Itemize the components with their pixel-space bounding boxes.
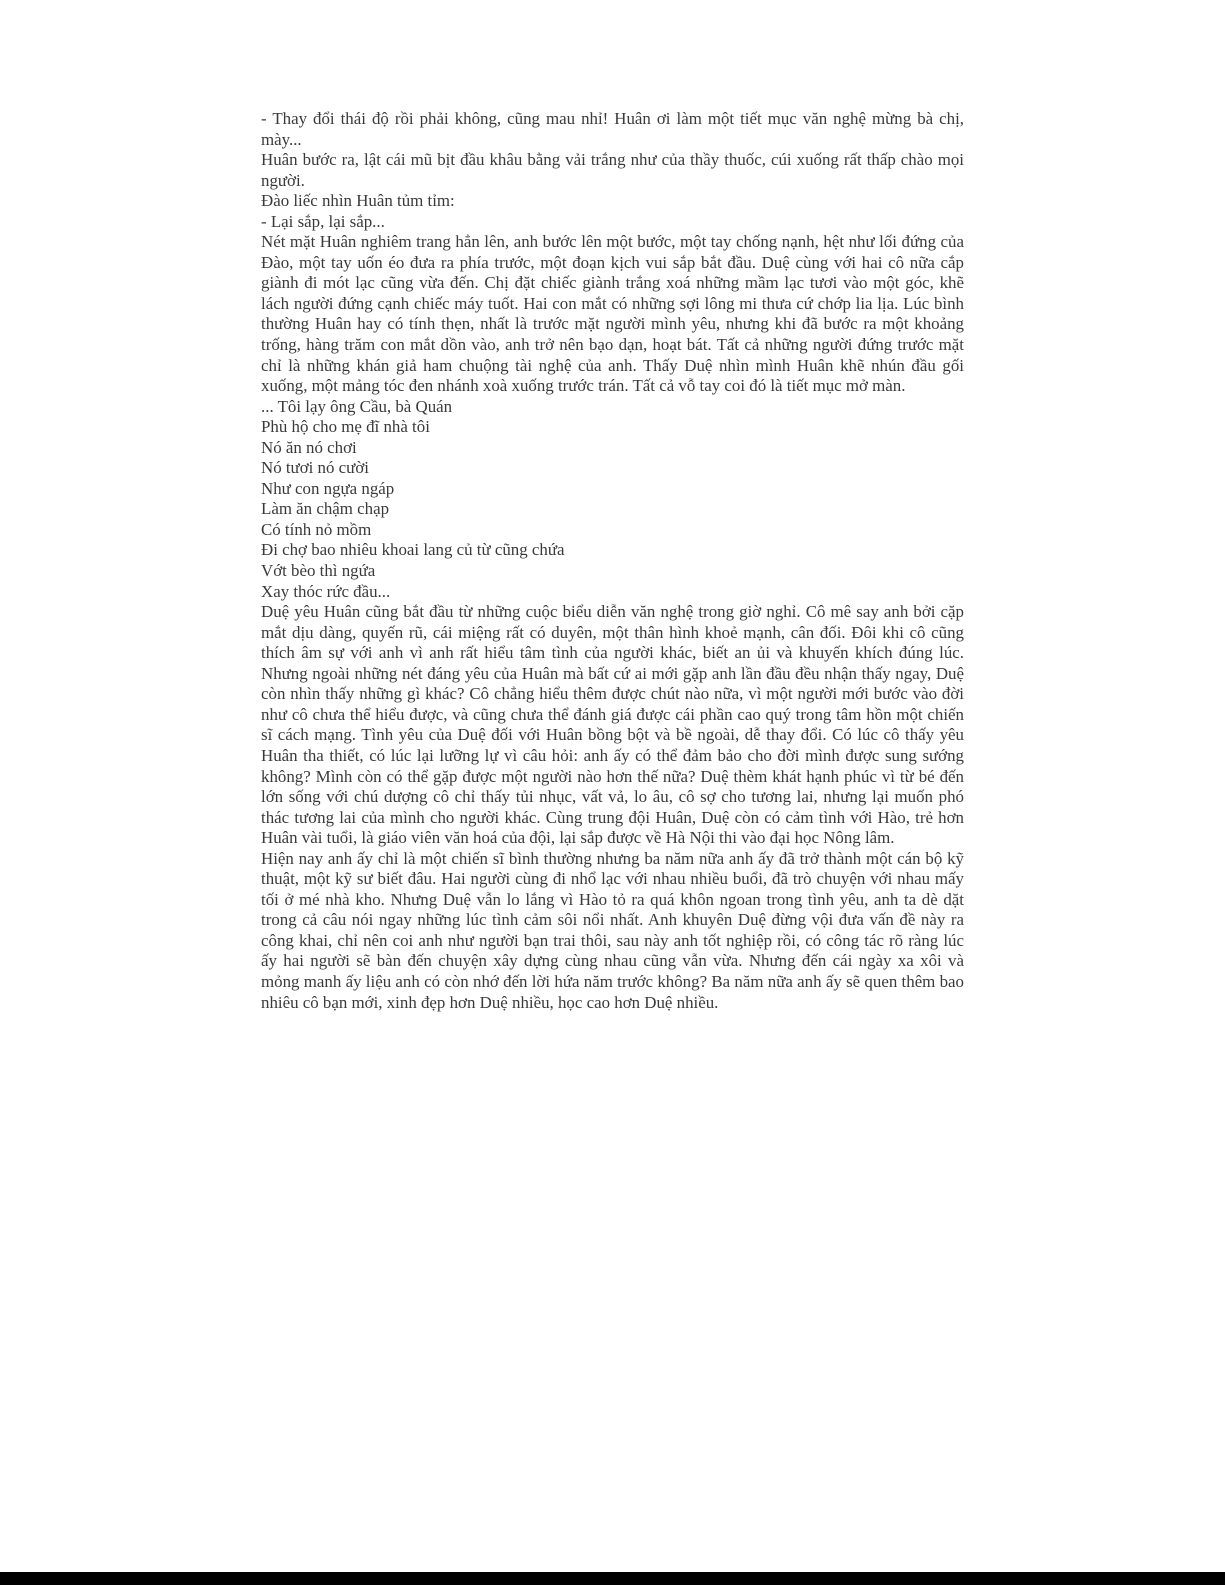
paragraph: Huân bước ra, lật cái mũ bịt đầu khâu bằng vải trắng như của thầy thuốc, cúi xuống rất thấp chào mọi người.: [261, 150, 964, 190]
verse-line: Nó tươi nó cười: [261, 458, 369, 478]
verse-line: Nó ăn nó chơi: [261, 437, 357, 457]
verse-line: Có tính nỏ mồm: [261, 519, 372, 539]
paragraph: Nét mặt Huân nghiêm trang hẳn lên, anh bước lên một bước, một tay chống nạnh, hệt như lối đứng của Đào, một tay uốn éo đưa ra phía trước, một đoạn kịch vui sắp bắt đầu. Duệ cùng với hai cô nữa cắp giành đi mót lạc cũng vừa đến. Chị đặt chiếc giành trắng xoá những mầm lạc tươi vào một góc, khẽ lách người đứng cạnh chiếc máy tuốt. Hai con mắt có những sợi lông mi thưa cứ chớp lia lịa. Lúc bình thường Huân hay có tính thẹn, nhất là trước mặt người mình yêu, nhưng khi đã bước ra một khoảng trống, hàng trăm con mắt dồn vào, anh trở nên bạo dạn, hoạt bát. Tất cả những người đứng trước mặt chỉ là những khán giả ham chuộng tài nghệ của anh. Thấy Duệ nhìn mình Huân khẽ nhún đầu gối xuống, một mảng tóc đen nhánh xoà xuống trước trán. Tất cả vỗ tay coi đó là tiết mục mở màn.: [261, 232, 964, 396]
paragraph: Hiện nay anh ấy chỉ là một chiến sĩ bình thường nhưng ba năm nữa anh ấy đã trở thành một cán bộ kỹ thuật, một kỹ sư biết đâu. Hai người cùng đi nhổ lạc với nhau nhiều buổi, đã trò chuyện với nhau mấy tối ở mé nhà kho. Nhưng Duệ vẫn lo lắng vì Hào tỏ ra quá khôn ngoan trong tình yêu, anh ta dè dặt trong cả câu nói ngay những lúc tình cảm sôi nổi nhất. Anh khuyên Duệ đừng vội đưa vấn đề này ra công khai, chỉ nên coi anh như người bạn trai thôi, sau này anh tốt nghiệp rồi, có công tác rõ ràng lúc ấy hai người sẽ bàn đến chuyện xây dựng cùng nhau cũng vẫn vừa. Nhưng đến cái ngày xa xôi và mỏng manh ấy liệu anh có còn nhớ đến lời hứa năm trước không? Ba năm nữa anh ấy sẽ quen thêm bao nhiêu cô bạn mới, xinh đẹp hơn Duệ nhiều, học cao hơn Duệ nhiều.: [261, 848, 964, 1012]
paragraph: Duệ yêu Huân cũng bắt đầu từ những cuộc biểu diễn văn nghệ trong giờ nghỉ. Cô mê say anh bởi cặp mắt dịu dàng, quyến rũ, cái miệng rất có duyên, một thân hình khoẻ mạnh, cân đối. Đôi khi cô cũng thích âm sự với anh vì anh rất hiểu tâm tình của người khác, biết an ủi và khuyến khích đúng lúc. Nhưng ngoài những nét đáng yêu của Huân mà bất cứ ai mới gặp anh lần đầu đều nhận thấy ngay, Duệ còn nhìn thấy những gì khác? Cô chẳng hiểu thêm được chút nào nữa, vì một người mới bước vào đời như cô chưa thể hiểu được, và cũng chưa thể đánh giá được cái phần cao quý trong tâm hồn một chiến sĩ cách mạng. Tình yêu của Duệ đối với Huân bồng bột và bề ngoài, dễ thay đổi. Có lúc cô thấy yêu Huân tha thiết, có lúc lại lưỡng lự vì câu hỏi: anh ấy có thể đảm bảo cho đời mình được sung sướng không? Mình còn có thể gặp được một người nào hơn thế nữa? Duệ thèm khát hạnh phúc vì từ bé đến lớn sống với chú dượng cô chỉ thấy tủi nhục, vất vả, lo âu, cô sợ cho tương lai, nhưng lại muốn phó thác tương lai của mình cho người khác. Cùng trung đội Huân, Duệ còn có cảm tình với Hào, trẻ hơn Huân vài tuổi, là giáo viên văn hoá của đội, lại sắp được về Hà Nội thi vào đại học Nông lâm.: [261, 602, 964, 848]
verse-line: Phù hộ cho mẹ đĩ nhà tôi: [261, 417, 430, 437]
verse-line: Đi chợ bao nhiêu khoai lang củ từ cũng chứa: [261, 540, 565, 560]
verse-line: Làm ăn chậm chạp: [261, 499, 390, 519]
paragraph: Đào liếc nhìn Huân tủm tỉm:: [261, 191, 455, 211]
verse-line: ... Tôi lạy ông Cầu, bà Quán: [261, 396, 453, 416]
paragraph: - Thay đổi thái độ rồi phải không, cũng mau nhỉ! Huân ơi làm một tiết mục văn nghệ mừng bà chị, mày...: [261, 109, 964, 149]
verse-line: Xay thóc rức đầu...: [261, 581, 391, 601]
bottom-border: [0, 1572, 1225, 1585]
paragraph: - Lại sắp, lại sắp...: [261, 211, 385, 231]
verse-line: Vớt bèo thì ngứa: [261, 561, 376, 581]
body-text: [261, 109, 964, 1013]
verse-line: Như con ngựa ngáp: [261, 478, 395, 498]
